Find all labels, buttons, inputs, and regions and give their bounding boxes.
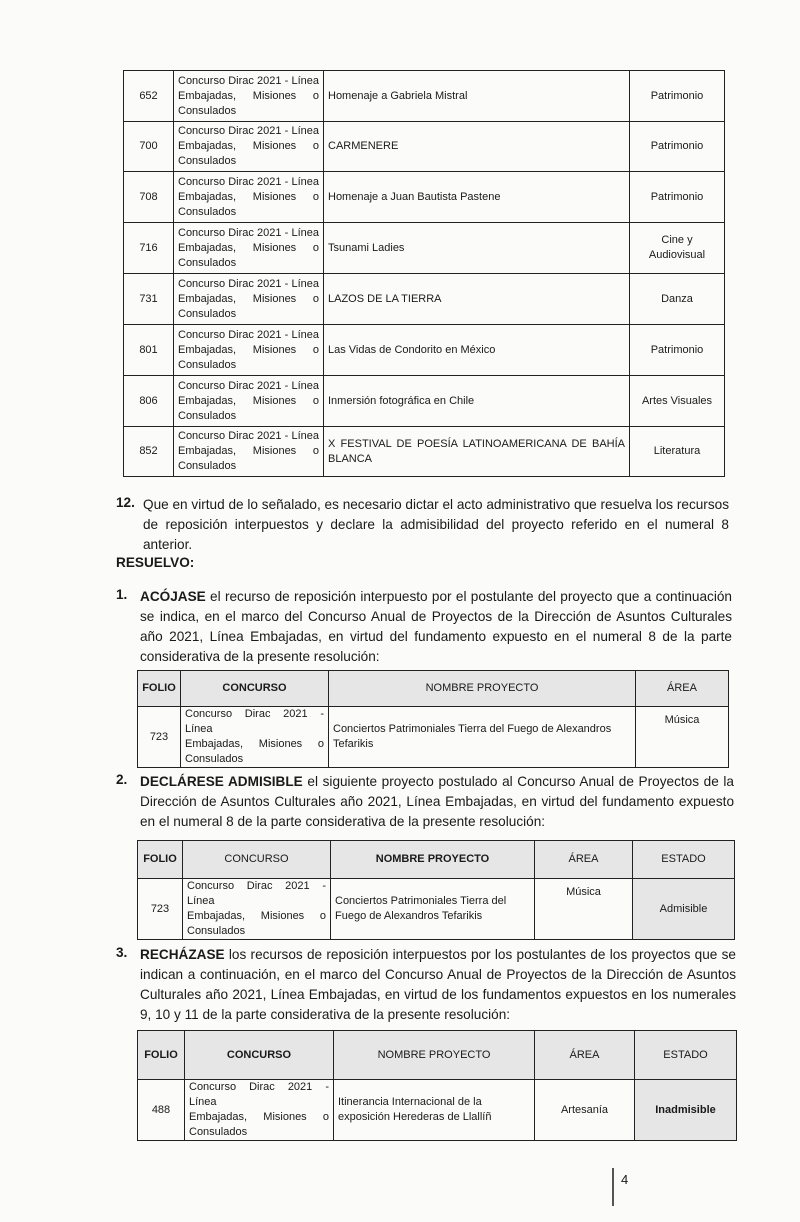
nombre-cell: X FESTIVAL DE POESÍA LATINOAMERICANA DE BAHÍA BLANCA <box>324 427 630 477</box>
resolution-3-number: 3. <box>116 945 128 960</box>
concurso-line: Embajadas, Misiones o <box>189 1111 329 1123</box>
r1-header-area: ÁREA <box>636 671 729 707</box>
r2-folio: 723 <box>138 879 183 940</box>
concurso-line: Consulados <box>178 409 237 422</box>
concurso-line: Concurso Dirac 2021 - Línea <box>189 1081 329 1108</box>
r3-nombre: Itinerancia Internacional de la exposición Herederas de Llallíñ <box>334 1080 535 1141</box>
r1-header-nombre: NOMBRE PROYECTO <box>329 671 636 707</box>
table-row <box>124 325 725 376</box>
folio-cell: 700 <box>124 122 174 172</box>
area-cell: Danza <box>630 274 725 325</box>
r2-concurso <box>183 879 331 940</box>
item-12-text: Que en virtud de lo señalado, es necesario dictar el acto administrativo que resuelva los recursos de reposición interpuestos y declare la admisibilidad del proyecto referido en el numeral 8 anterior. <box>143 497 729 552</box>
resolution-3-lead: RECHÁZASE <box>140 947 225 962</box>
concurso-line: Concurso Dirac 2021 - Línea <box>185 708 324 735</box>
r2-header-nombre: NOMBRE PROYECTO <box>331 841 535 879</box>
concurso-line: Concurso Dirac 2021 - Línea <box>178 328 319 341</box>
area-cell: Patrimonio <box>630 122 725 172</box>
concurso-line: Concurso Dirac 2021 - Línea <box>178 277 319 290</box>
r2-header-concurso: CONCURSO <box>183 841 331 879</box>
r2-nombre: Conciertos Patrimoniales Tierra del Fuego de Alexandros Tefarikis <box>331 879 535 940</box>
r2-estado: Admisible <box>633 879 735 940</box>
concurso-line: Consulados <box>178 256 237 269</box>
r1-area: Música <box>636 707 729 768</box>
r2-header-folio: FOLIO <box>138 841 183 879</box>
table-row <box>124 223 725 274</box>
r3-estado: Inadmisible <box>635 1080 737 1141</box>
nombre-cell: CARMENERE <box>324 122 630 172</box>
concurso-cell <box>174 71 324 122</box>
concurso-cell <box>174 122 324 172</box>
page-number-bar <box>612 1168 614 1206</box>
area-cell: Patrimonio <box>630 172 725 223</box>
r3-header-nombre: NOMBRE PROYECTO <box>334 1031 535 1080</box>
concurso-line: Embajadas, Misiones o <box>178 89 319 102</box>
r1-header-folio: FOLIO <box>138 671 181 707</box>
concurso-cell <box>174 376 324 427</box>
concurso-line: Concurso Dirac 2021 - Línea <box>178 430 319 442</box>
concurso-line: Concurso Dirac 2021 - Línea <box>178 379 319 392</box>
r3-folio: 488 <box>138 1080 185 1141</box>
concurso-line: Concurso Dirac 2021 - Línea <box>178 125 319 137</box>
resolution-2-number: 2. <box>116 772 128 787</box>
folio-cell: 708 <box>124 172 174 223</box>
item-12-number: 12. <box>116 495 135 510</box>
concurso-line: Embajadas, Misiones o <box>187 910 326 922</box>
nombre-cell: LAZOS DE LA TIERRA <box>324 274 630 325</box>
r1-concurso <box>181 707 329 768</box>
table-row <box>124 274 725 325</box>
concurso-line: Consulados <box>178 358 237 371</box>
projects-table <box>123 70 725 477</box>
r3-header-concurso: CONCURSO <box>185 1031 334 1080</box>
concurso-line: Embajadas, Misiones o <box>178 445 319 457</box>
table-row <box>124 71 725 122</box>
concurso-line: Embajadas, Misiones o <box>185 738 324 750</box>
concurso-line: Consulados <box>178 205 237 218</box>
concurso-line: Concurso Dirac 2021 - Línea <box>178 226 319 239</box>
concurso-line: Consulados <box>189 1126 248 1138</box>
area-cell: Artes Visuales <box>630 376 725 427</box>
table-row <box>124 376 725 427</box>
area-cell: Patrimonio <box>630 325 725 376</box>
concurso-line: Concurso Dirac 2021 - Línea <box>178 74 319 87</box>
area-cell: Patrimonio <box>630 71 725 122</box>
folio-cell: 652 <box>124 71 174 122</box>
concurso-line: Embajadas, Misiones o <box>178 190 319 203</box>
r2-header-area: ÁREA <box>535 841 633 879</box>
concurso-line: Embajadas, Misiones o <box>178 292 319 305</box>
table-row <box>124 122 725 172</box>
resuelvo-heading: RESUELVO: <box>116 555 195 570</box>
nombre-cell: Inmersión fotográfica en Chile <box>324 376 630 427</box>
nombre-cell: Las Vidas de Condorito en México <box>324 325 630 376</box>
resolution-2-lead: DECLÁRESE ADMISIBLE <box>140 774 303 789</box>
resolution-2-text <box>140 772 734 832</box>
concurso-line: Concurso Dirac 2021 - Línea <box>187 880 326 907</box>
concurso-line: Embajadas, Misiones o <box>178 140 319 152</box>
area-cell: Literatura <box>630 427 725 477</box>
nombre-cell: Homenaje a Gabriela Mistral <box>324 71 630 122</box>
r2-header-estado: ESTADO <box>633 841 735 879</box>
resolution-1-body: el recurso de reposición interpuesto por el postulante del proyecto que a continuación se indica, en el marco del Concurso Anual de Proyectos de la Dirección de Asuntos Culturales año 2021, Línea Embajadas, en virtud del fundamento expuesto en el numeral 8 de la parte considerativa de la presente resolución: <box>140 589 732 664</box>
concurso-line: Consulados <box>178 307 237 320</box>
table-row <box>124 172 725 223</box>
resolution-3-text <box>140 945 736 1025</box>
resolution-1-lead: ACÓJASE <box>140 589 206 604</box>
table-row <box>124 427 725 477</box>
folio-cell: 801 <box>124 325 174 376</box>
concurso-line: Consulados <box>178 155 237 167</box>
resolution-1-number: 1. <box>116 587 128 602</box>
folio-cell: 731 <box>124 274 174 325</box>
concurso-line: Consulados <box>178 460 237 472</box>
concurso-line: Embajadas, Misiones o <box>178 343 319 356</box>
concurso-line: Embajadas, Misiones o <box>178 241 319 254</box>
concurso-cell <box>174 172 324 223</box>
concurso-line: Concurso Dirac 2021 - Línea <box>178 175 319 188</box>
resolution-2-table <box>137 840 735 940</box>
area-cell: Cine y Audiovisual <box>630 223 725 274</box>
nombre-cell: Tsunami Ladies <box>324 223 630 274</box>
resolution-2-body: el siguiente proyecto postulado al Concurso Anual de Proyectos de la Dirección de Asuntos Culturales año 2021, Línea Embajadas, en virtud del fundamento expuesto en el numeral 8 de la parte considerativa de la presente resolución: <box>140 774 734 829</box>
concurso-line: Embajadas, Misiones o <box>178 394 319 407</box>
concurso-line: Consulados <box>185 753 244 765</box>
r3-header-folio: FOLIO <box>138 1031 185 1080</box>
r2-area: Música <box>535 879 633 940</box>
folio-cell: 852 <box>124 427 174 477</box>
r3-concurso <box>185 1080 334 1141</box>
nombre-cell: Homenaje a Juan Bautista Pastene <box>324 172 630 223</box>
resolution-3-table <box>137 1030 737 1141</box>
folio-cell: 806 <box>124 376 174 427</box>
concurso-line: Consulados <box>187 925 246 937</box>
r3-header-area: ÁREA <box>535 1031 635 1080</box>
r3-area: Artesanía <box>535 1080 635 1141</box>
concurso-cell <box>174 223 324 274</box>
concurso-cell <box>174 274 324 325</box>
r3-header-estado: ESTADO <box>635 1031 737 1080</box>
concurso-cell <box>174 427 324 477</box>
r1-header-concurso: CONCURSO <box>181 671 329 707</box>
resolution-1-text <box>140 587 732 667</box>
resolution-3-body: los recursos de reposición interpuestos por los postulantes de los proyectos que se indican a continuación, en el marco del Concurso Anual de Proyectos de la Dirección de Asuntos Culturales año 2021, Línea Embajadas, en virtud de los fundamentos expuestos en los numerales 9, 10 y 11 de la parte considerativa de la presente resolución: <box>140 947 736 1022</box>
resolution-1-table <box>137 670 729 768</box>
page-number: 4 <box>621 1172 629 1187</box>
r1-nombre: Conciertos Patrimoniales Tierra del Fuego de Alexandros Tefarikis <box>329 707 636 768</box>
r1-folio: 723 <box>138 707 181 768</box>
concurso-cell <box>174 325 324 376</box>
folio-cell: 716 <box>124 223 174 274</box>
concurso-line: Consulados <box>178 104 237 117</box>
